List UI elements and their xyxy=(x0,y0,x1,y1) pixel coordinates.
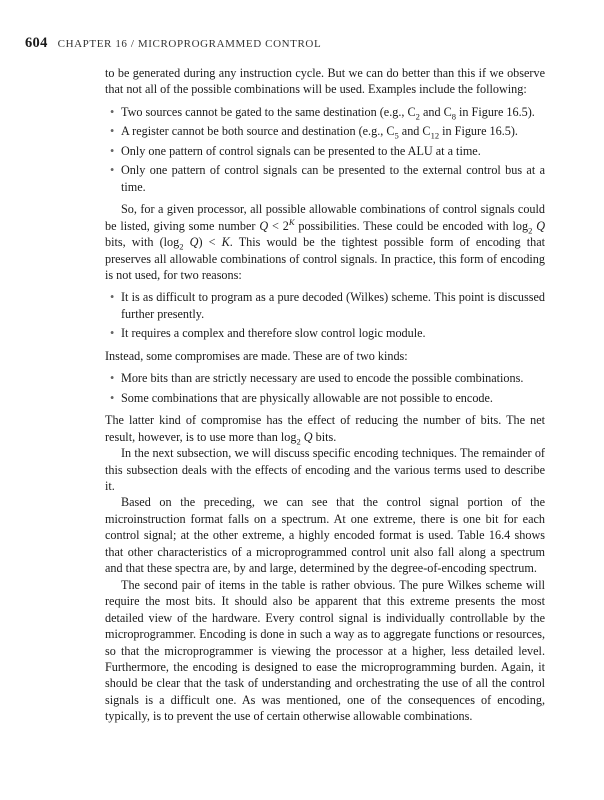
list-item: • More bits than are strictly necessary are used to encode the possible combinations. xyxy=(121,370,545,386)
list-item: • It is as difficult to program as a pure decoded (Wilkes) scheme. This point is discussed further presently. xyxy=(121,289,545,322)
intro-paragraph: to be generated during any instruction cycle. But we can do better than this if we observe that not all of the possible combinations will be used. Examples include the following: xyxy=(105,66,545,97)
body-text xyxy=(105,65,545,725)
list-item: • It requires a complex and therefore slow control logic module. xyxy=(121,325,545,341)
encoding-paragraph: So, for a given processor, all possible allowable combinations of control signals could be listed, giving some number $Q < 2^K$ possibilities. These could be encoded with $\log_2 Q$ bits, with ($\log_2$ Q) < K. This would be the tightest possible form of encoding that preserves all allowable combinations of control signals. In practice, this form of encoding is not used, for two reasons: xyxy=(105,202,546,282)
page-number: 604 xyxy=(25,35,48,51)
second-pair-paragraph: The second pair of items in the table is rather obvious. The pure Wilkes scheme will require the most bits. It should also be apparent that this extreme presents the most detailed view of the hardware. Every control signal is individually controllable by the microprogrammer. Encoding is done in such a way as to aggregate functions or resources, so that the microprogrammer is viewing the processor at a higher, less detailed level. Furthermore, the encoding is designed to ease the microprogramming burden. Again, it should be clear that the task of understanding and orchestrating the use of all the control signals is a difficult one. As was mentioned, one of the consequences of encoding, typically, is to prevent the use of certain otherwise allowable combinations. xyxy=(105,577,545,724)
next-subsection-paragraph: In the next subsection, we will discuss specific encoding techniques. The remainder of this subsection deals with the effects of encoding and the various terms used to describe it. xyxy=(105,446,545,493)
list-item: • A register cannot be both source and destination (e.g., $C_5$ and $C_{12}$ in Figure 16.5). xyxy=(121,123,545,139)
list-item: • Only one pattern of control signals can be presented to the ALU at a time. xyxy=(121,143,545,159)
reasons-list xyxy=(105,289,545,341)
compromise-paragraph: Instead, some compromises are made. These are of two kinds: xyxy=(105,348,408,363)
latter-paragraph: The latter kind of compromise has the effect of reducing the number of bits. The net result, however, is to use more than $\log_2 Q$ bits. xyxy=(105,413,545,447)
spectrum-paragraph: Based on the preceding, we can see that the control signal portion of the microinstruction format falls on a spectrum. At one extreme, there is one bit for each control signal; at the other extreme, a highly encoded format is used. Table 16.4 shows that other characteristics of a microprogrammed control unit also fall along a spectrum and that these spectra are, by and large, determined by the degree-of-encoding spectrum. xyxy=(105,495,545,576)
kinds-list xyxy=(105,370,545,406)
page-header xyxy=(25,34,321,52)
examples-list xyxy=(105,104,545,195)
list-item: • Two sources cannot be gated to the same destination (e.g., $C_2$ and $C_8$ in Figure 16.5). xyxy=(121,104,545,120)
list-item: • Some combinations that are physically allowable are not possible to encode. xyxy=(121,390,545,406)
running-head: CHAPTER 16 / MICROPROGRAMMED CONTROL xyxy=(57,38,322,50)
list-item: • Only one pattern of control signals can be presented to the external control bus at a time. xyxy=(121,162,545,195)
